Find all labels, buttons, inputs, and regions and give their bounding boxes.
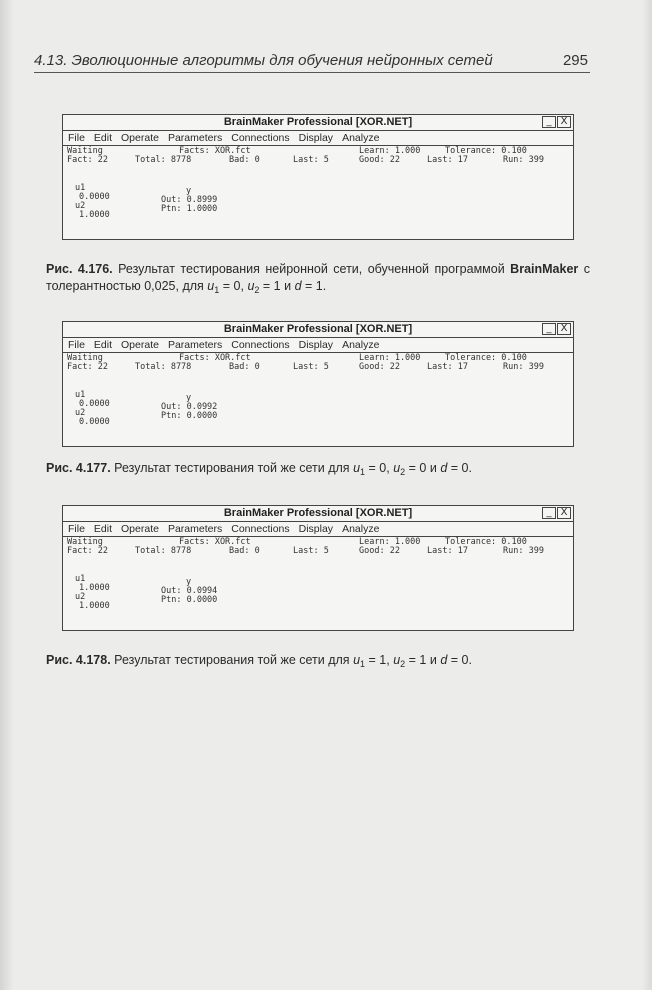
status-tolerance: Tolerance: 0.100	[445, 537, 527, 547]
status-facts: Facts: XOR.fct	[179, 353, 251, 363]
status-run: Run: 399	[503, 155, 544, 165]
menu-file[interactable]: File	[68, 523, 85, 535]
caption-subscript: 1	[360, 467, 366, 477]
status-last2: Last: 17	[427, 362, 468, 372]
close-button[interactable]: X	[557, 116, 571, 128]
input-u2-label: u2	[75, 592, 86, 602]
figure-caption	[46, 652, 590, 673]
status-good: Good: 22	[359, 155, 400, 165]
caption-text: Результат тестирования той же сети для	[114, 653, 350, 667]
menu-connections[interactable]: Connections	[231, 132, 290, 144]
minimize-button[interactable]: _	[542, 507, 556, 519]
status-bad: Bad: 0	[229, 362, 260, 372]
menu-display[interactable]: Display	[298, 339, 334, 351]
caption-value: = 0,	[368, 461, 390, 475]
caption-var-u: u	[353, 461, 361, 475]
output-out: Out: 0.8999	[161, 195, 218, 205]
caption-text: Результат тестирования той же сети для	[114, 461, 350, 475]
brainmaker-window	[62, 321, 574, 447]
output-y-label: y	[186, 186, 192, 196]
status-good: Good: 22	[359, 546, 400, 556]
menu-analyze[interactable]: Analyze	[342, 132, 380, 144]
caption-var-u: u	[353, 653, 361, 667]
menu-operate[interactable]: Operate	[121, 339, 159, 351]
menu-connections[interactable]: Connections	[231, 339, 290, 351]
caption-var-u: u	[393, 461, 401, 475]
caption-value: = 1.	[305, 279, 327, 293]
page-number: 295	[562, 52, 588, 69]
status-total: Total: 8778	[135, 546, 192, 556]
input-u2-label: u2	[75, 408, 86, 418]
caption-label: Рис. 4.178.	[46, 653, 111, 667]
menu-bar	[63, 337, 573, 353]
menu-parameters[interactable]: Parameters	[167, 132, 223, 144]
status-mode: Waiting	[67, 537, 103, 547]
page-edge	[0, 0, 14, 990]
figure-caption	[46, 460, 590, 481]
brainmaker-window	[62, 114, 574, 240]
menu-file[interactable]: File	[68, 132, 85, 144]
status-last2: Last: 17	[427, 546, 468, 556]
status-bad: Bad: 0	[229, 155, 260, 165]
network-display	[65, 146, 571, 237]
caption-value: = 0 и	[408, 461, 437, 475]
caption-label: Рис. 4.177.	[46, 461, 111, 475]
menu-analyze[interactable]: Analyze	[342, 339, 380, 351]
menu-display[interactable]: Display	[298, 132, 334, 144]
running-head	[34, 52, 590, 73]
status-fact: Fact: 22	[67, 546, 108, 556]
menu-edit[interactable]: Edit	[93, 132, 113, 144]
section-title: 4.13. Эволюционные алгоритмы для обучения нейронных сетей	[34, 52, 493, 69]
caption-program: BrainMaker	[510, 262, 579, 276]
input-u2-value: 1.0000	[79, 601, 110, 611]
caption-var-u: u	[207, 279, 215, 293]
window-title: BrainMaker Professional [XOR.NET]	[223, 507, 413, 519]
caption-subscript: 1	[214, 285, 220, 295]
caption-value: = 0,	[222, 279, 244, 293]
minimize-button[interactable]: _	[542, 116, 556, 128]
menu-display[interactable]: Display	[298, 523, 334, 535]
menu-parameters[interactable]: Parameters	[167, 523, 223, 535]
status-total: Total: 8778	[135, 155, 192, 165]
input-u1-value: 0.0000	[79, 192, 110, 202]
caption-value: = 1 и	[408, 653, 437, 667]
status-last: Last: 5	[293, 546, 329, 556]
menu-parameters[interactable]: Parameters	[167, 339, 223, 351]
output-out: Out: 0.0994	[161, 586, 218, 596]
caption-subscript: 2	[400, 467, 406, 477]
output-y-label: y	[186, 577, 192, 587]
status-run: Run: 399	[503, 546, 544, 556]
output-out: Out: 0.0992	[161, 402, 218, 412]
status-learn: Learn: 1.000	[359, 146, 421, 156]
caption-value: = 0.	[450, 461, 472, 475]
input-u1-value: 0.0000	[79, 399, 110, 409]
page-edge	[642, 0, 652, 990]
status-tolerance: Tolerance: 0.100	[445, 146, 527, 156]
status-run: Run: 399	[503, 362, 544, 372]
window-title: BrainMaker Professional [XOR.NET]	[223, 323, 413, 335]
status-facts: Facts: XOR.fct	[179, 537, 251, 547]
network-display	[65, 537, 571, 628]
caption-label: Рис. 4.176.	[46, 262, 113, 276]
status-last: Last: 5	[293, 362, 329, 372]
close-button[interactable]: X	[557, 507, 571, 519]
status-mode: Waiting	[67, 353, 103, 363]
caption-var-u: u	[393, 653, 401, 667]
output-ptn: Ptn: 1.0000	[161, 204, 218, 214]
input-u2-label: u2	[75, 201, 86, 211]
caption-var-u: u	[247, 279, 255, 293]
output-y-label: y	[186, 393, 192, 403]
network-display	[65, 353, 571, 444]
caption-subscript: 2	[254, 285, 260, 295]
status-last: Last: 5	[293, 155, 329, 165]
caption-value: = 1 и	[262, 279, 292, 293]
caption-var-d: d	[440, 461, 448, 475]
brainmaker-window	[62, 505, 574, 631]
menu-bar	[63, 521, 573, 537]
menu-file[interactable]: File	[68, 339, 85, 351]
status-learn: Learn: 1.000	[359, 537, 421, 547]
status-bad: Bad: 0	[229, 546, 260, 556]
minimize-button[interactable]: _	[542, 323, 556, 335]
caption-var-d: d	[440, 653, 448, 667]
input-u1-label: u1	[75, 183, 86, 193]
status-fact: Fact: 22	[67, 362, 108, 372]
caption-value: = 0.	[450, 653, 472, 667]
menu-operate[interactable]: Operate	[121, 523, 159, 535]
status-learn: Learn: 1.000	[359, 353, 421, 363]
input-u2-value: 1.0000	[79, 210, 110, 220]
menu-bar	[63, 130, 573, 146]
output-ptn: Ptn: 0.0000	[161, 411, 218, 421]
status-tolerance: Tolerance: 0.100	[445, 353, 527, 363]
caption-value: = 1,	[368, 653, 390, 667]
figure-caption	[46, 261, 590, 299]
status-total: Total: 8778	[135, 362, 192, 372]
caption-var-d: d	[294, 279, 302, 293]
caption-text-2: с толерантностью 0,025, для	[46, 262, 590, 293]
menu-operate[interactable]: Operate	[121, 132, 159, 144]
caption-text: Результат тестирования нейронной сети, обученной программой	[118, 262, 505, 276]
status-facts: Facts: XOR.fct	[179, 146, 251, 156]
status-fact: Fact: 22	[67, 155, 108, 165]
status-good: Good: 22	[359, 362, 400, 372]
caption-subscript: 2	[400, 659, 406, 669]
menu-connections[interactable]: Connections	[231, 523, 290, 535]
menu-edit[interactable]: Edit	[93, 339, 113, 351]
output-ptn: Ptn: 0.0000	[161, 595, 218, 605]
input-u1-label: u1	[75, 574, 86, 584]
caption-subscript: 1	[360, 659, 366, 669]
window-title: BrainMaker Professional [XOR.NET]	[223, 116, 413, 128]
status-mode: Waiting	[67, 146, 103, 156]
menu-analyze[interactable]: Analyze	[342, 523, 380, 535]
close-button[interactable]: X	[557, 323, 571, 335]
input-u1-label: u1	[75, 390, 86, 400]
input-u1-value: 1.0000	[79, 583, 110, 593]
status-last2: Last: 17	[427, 155, 468, 165]
input-u2-value: 0.0000	[79, 417, 110, 427]
menu-edit[interactable]: Edit	[93, 523, 113, 535]
